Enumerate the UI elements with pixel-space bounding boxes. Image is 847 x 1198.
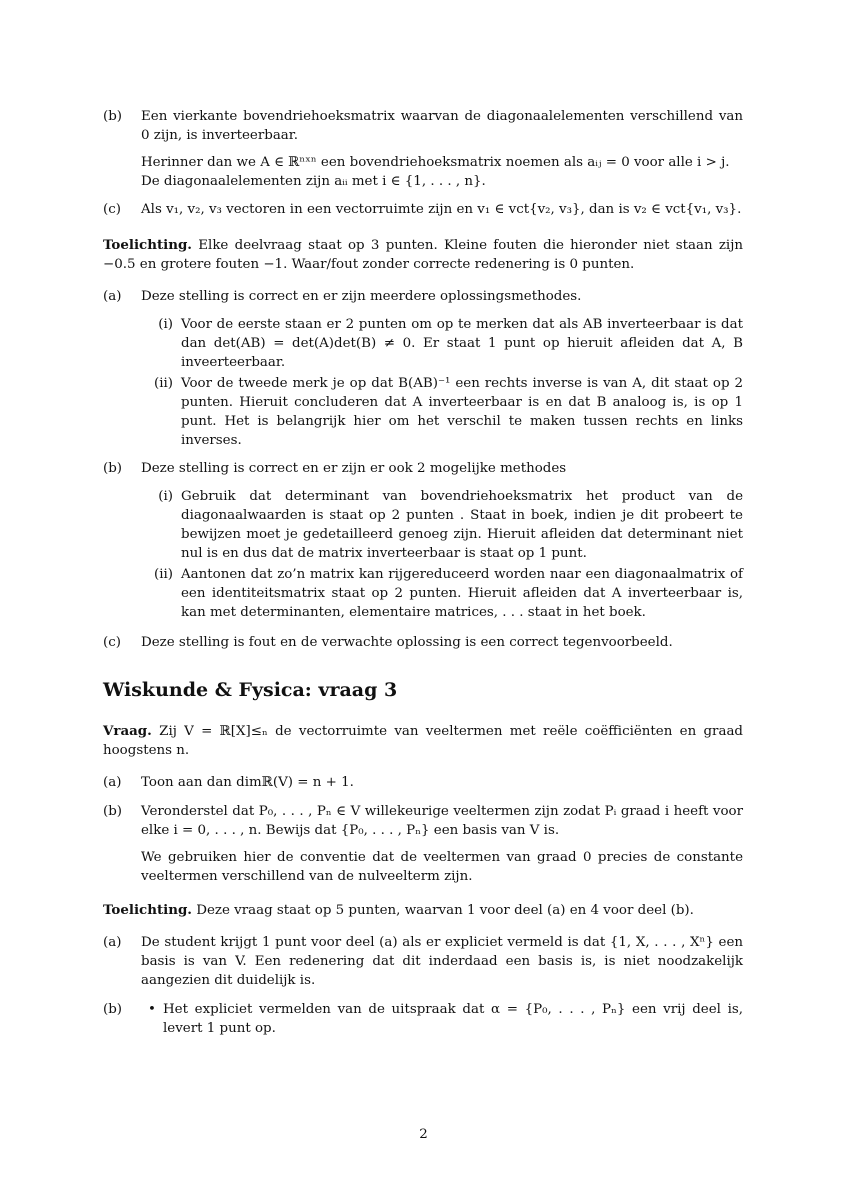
toelichting-1-b: [103, 459, 743, 478]
toelichting-1: [103, 236, 743, 274]
toelichting-2: [103, 901, 743, 920]
toelichting-1-c: [103, 633, 743, 652]
toelichting-1-b-label: (b): [103, 461, 123, 476]
toelichting-2-a: [103, 933, 743, 990]
vraag-label: Vraag.: [103, 723, 152, 739]
vraag-a: [103, 773, 743, 792]
toelichting-1-a-ii: [141, 374, 743, 450]
toelichting-2-a-label: (a): [103, 935, 122, 950]
vraag-paragraph: [103, 722, 743, 760]
toelichting-1-b-i-text: Gebruik dat determinant van bovendriehoeksmatrix het product van de diagonaalwaarden is staat op 2 punten . Staat in boek, indien je dit probeert te bewijzen moet je gedetailleerd genoeg zijn. Hieruit afleiden dat determinant niet nul is en dus dat de matrix inverteerbaar is staat op 1 punt.: [181, 489, 743, 561]
toelichting-1-text: Elke deelvraag staat op 3 punten. Kleine fouten die hieronder niet staan zijn −0.5 en grotere fouten −1. Waar/fout zonder correcte redenering is 0 punten.: [103, 238, 743, 272]
toelichting-1-b-ii-label: (ii): [153, 567, 173, 582]
toelichting-1-a: [103, 287, 743, 306]
vraag-a-text: Toon aan dan dimℝ(V) = n + 1.: [141, 775, 354, 790]
statement-b-note1: Herinner dan we A ∈ ℝⁿˣⁿ een bovendriehoeksmatrix noemen als aᵢⱼ = 0 voor alle i > j.: [141, 155, 730, 170]
toelichting-1-label: Toelichting.: [103, 237, 192, 253]
page-number: 2: [419, 1127, 428, 1142]
statement-b-text: Een vierkante bovendriehoeksmatrix waarvan de diagonaalelementen verschillend van 0 zijn, is inverteerbaar.: [141, 109, 743, 143]
toelichting-1-b-text: Deze stelling is correct en er zijn er ook 2 mogelijke methodes: [141, 461, 567, 476]
statement-b-note2: De diagonaalelementen zijn aᵢᵢ met i ∈ {1, . . . , n}.: [141, 174, 486, 189]
toelichting-1-b-i-label: (i): [158, 489, 173, 504]
toelichting-1-a-i-text: Voor de eerste staan er 2 punten om op te merken dat als AB inverteerbaar is dat dan det(AB) = det(A)det(B) ≠ 0. Er staat 1 punt op hieruit afleiden dat A, B inveerteerbaar.: [181, 317, 743, 370]
statement-c: [103, 200, 743, 219]
statement-b-label: (b): [103, 109, 123, 124]
toelichting-1-a-ii-label: (ii): [153, 376, 173, 391]
bullet-marker: •: [148, 1002, 156, 1017]
statement-c-label: (c): [103, 202, 121, 217]
toelichting-1-a-ii-text: Voor de tweede merk je op dat B(AB)⁻¹ een rechts inverse is van A, dit staat op 2 punten. Hieruit concluderen dat A inverteerbaar is en dat B analoog is, is op 1 punt. Het is belangrijk hier om het verschil te maken tussen rechts en links inverses.: [181, 376, 743, 448]
toelichting-1-b-ii-text: Aantonen dat zo’n matrix kan rijgereduceerd worden naar een diagonaalmatrix of een identiteitsmatrix staat op 2 punten. Hieruit afleiden dat A inverteerbaar is, kan met determinanten, elementaire matrices, . . . staat in het boek.: [181, 567, 743, 620]
toelichting-2-a-text: De student krijgt 1 punt voor deel (a) als er expliciet vermeld is dat {1, X, . . . , Xⁿ} een basis is van V. Een redenering dat dit inderdaad een basis is, is niet noodzakelijk aangezien dit duidelijk is.: [141, 935, 743, 988]
toelichting-2-b-label: (b): [103, 1002, 123, 1017]
vraag-text: Zij V = ℝ[X]≤ₙ de vectorruimte van veeltermen met reële coëfficiënten en graad hoogstens n.: [103, 724, 744, 758]
toelichting-1-c-label: (c): [103, 635, 121, 650]
vraag-b-note: We gebruiken hier de conventie dat de veeltermen van graad 0 precies de constante veeltermen verschillend van de nulveelterm zijn.: [141, 850, 743, 884]
vraag-a-label: (a): [103, 775, 122, 790]
toelichting-2-b-text: Het expliciet vermelden van de uitspraak dat α = {P₀, . . . , Pₙ} een vrij deel is, levert 1 punt op.: [163, 1002, 743, 1036]
vraag-b-label: (b): [103, 804, 123, 819]
toelichting-1-a-label: (a): [103, 289, 122, 304]
toelichting-2-label: Toelichting.: [103, 902, 192, 918]
toelichting-2-text: Deze vraag staat op 5 punten, waarvan 1 voor deel (a) en 4 voor deel (b).: [196, 903, 694, 918]
statement-b: [103, 107, 743, 191]
toelichting-1-a-i-label: (i): [158, 317, 173, 332]
vraag-b-text: Veronderstel dat P₀, . . . , Pₙ ∈ V willekeurige veeltermen zijn zodat Pᵢ graad i heeft voor elke i = 0, . . . , n. Bewijs dat {P₀, . . . , Pₙ} een basis van V is.: [141, 804, 743, 838]
toelichting-1-a-i: [141, 315, 743, 372]
page-content: [103, 107, 743, 1038]
toelichting-1-b-i: [141, 487, 743, 563]
section-title: Wiskunde & Fysica: vraag 3: [103, 679, 398, 701]
toelichting-2-b: [103, 1000, 743, 1038]
toelichting-1-b-ii: [141, 565, 743, 622]
statement-c-text: Als v₁, v₂, v₃ vectoren in een vectorruimte zijn en v₁ ∈ vct{v₂, v₃}, dan is v₂ ∈ vct{v₁, v₃}.: [141, 202, 742, 217]
toelichting-1-c-text: Deze stelling is fout en de verwachte oplossing is een correct tegenvoorbeeld.: [141, 635, 673, 650]
toelichting-1-a-text: Deze stelling is correct en er zijn meerdere oplossingsmethodes.: [141, 289, 582, 304]
vraag-b: [103, 802, 743, 886]
